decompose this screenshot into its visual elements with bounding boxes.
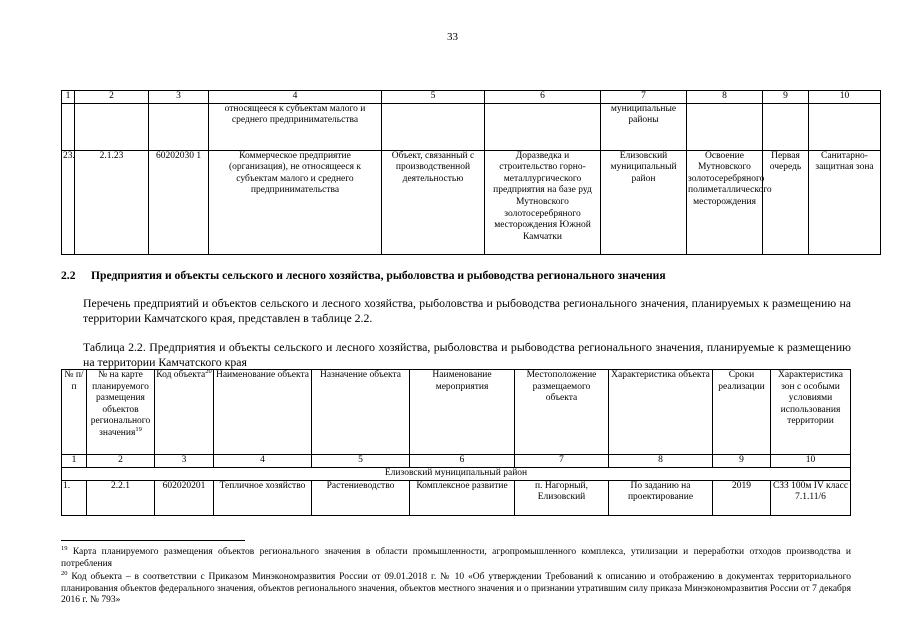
col-number: 7 [601,91,687,104]
header-cell: № п/п [62,370,87,455]
col-number: 4 [214,455,312,468]
col-number: 5 [382,91,485,104]
section-number: 2.2 [61,269,76,282]
term-cell: Первая очередь [763,150,809,254]
col-number: 3 [155,455,214,468]
col-number: 6 [410,455,515,468]
table-row [62,480,851,515]
col-number: 10 [809,91,881,104]
footnote-19 [61,544,851,570]
object-code-cell: 60202030 1 [149,150,209,254]
header-cell: Наименование мероприятия [410,370,515,455]
col-number: 8 [687,91,763,104]
footnote-text: Карта планируемого размещения объектов регионального значения в области промышленности, агропромышленного комплекса, утилизации и переработки отходов производства и потребления [61,547,851,569]
row-number-cell: 23. [62,150,75,254]
footnote-separator [61,540,245,541]
col-number: 1 [62,455,87,468]
header-cell: Характеристика зон с особыми условиями использования территории [771,370,851,455]
header-cell [87,370,155,455]
row-number-cell: 1. [62,480,87,515]
location-cell: п. Нагорный, Елизовский [515,480,609,515]
header-cell: Характеристика объекта [609,370,713,455]
col-number: 1 [62,91,75,104]
location-cell: Елизовский муниципальный район [601,150,687,254]
object-name-cell: Коммерческое предприятие (организация), не относящееся к субъектам малого и среднего предпринимательства [209,150,382,254]
term-cell: 2019 [713,480,771,515]
header-cell-text: № на карте планируемого размещения объектов регионального значения [90,370,151,438]
purpose-cell: Объект, связанный с производственной деятельностью [382,150,485,254]
group-title: Елизовский муниципальный район [62,467,851,480]
object-name-cell: Тепличное хозяйство [214,480,312,515]
zone-cell: СЗЗ 100м IV класс 7.1.11/6 [771,480,851,515]
header-cell: Назначение объекта [312,370,410,455]
header-row [62,370,851,455]
header-cell: Местоположение размещаемого объекта [515,370,609,455]
col-number: 3 [149,91,209,104]
object-code-cell: 602020201 [155,480,214,515]
footnote-text: Код объекта – в соответствии с Приказом Минэкономразвития России от 09.01.2018 г. № 10 «Об утверждении Требований к описанию и отображению в документах территориального планирования объектов федерального значения, объектов регионального значения, объектов местного значения и о признании утратившим силу приказа Минэкономразвития России от 7 декабря 2016 г. № 793» [61,572,851,606]
object-name-cell: относящееся к субъектам малого и среднего предпринимательства [209,103,382,150]
header-cell [155,367,214,455]
table-row [62,103,881,150]
footnote-mark: 20 [205,367,212,375]
col-number: 6 [485,91,601,104]
column-number-row [62,91,881,104]
col-number: 5 [312,455,410,468]
characteristic-cell: По заданию на проектирование [609,480,713,515]
table-caption-text: Таблица 2.2. Предприятия и объекты сельского и лесного хозяйства, рыболовства и рыбоводства регионального значения, планируемые к размещению на территории Камчатского края [83,340,851,369]
group-row [62,467,851,480]
footnote-20 [61,569,851,607]
section-title: Предприятия и объекты сельского и лесного хозяйства, рыболовства и рыбоводства регионального значения [91,269,666,282]
footnote-mark: 19 [135,425,142,433]
map-number-cell: 2.1.23 [75,150,149,254]
location-cell: муниципальные районы [601,103,687,150]
col-number: 2 [87,455,155,468]
col-number: 7 [515,455,609,468]
column-number-row [62,455,851,468]
characteristic-cell: Освоение Мутновского золотосеребряного полиметаллического месторождения [687,150,763,254]
map-number-cell: 2.2.1 [87,480,155,515]
page-number: 33 [447,31,458,43]
footnote-mark: 20 [61,569,68,577]
zone-cell: Санитарно-защитная зона [809,150,881,254]
table-caption [61,340,851,370]
col-number: 8 [609,455,713,468]
header-cell: Наименование объекта [214,370,312,455]
header-cell-text: Код объекта [156,370,206,380]
col-number: 10 [771,455,851,468]
header-cell: Сроки реализации [713,370,771,455]
col-number: 4 [209,91,382,104]
table-row [62,150,881,254]
activity-cell: Доразведка и строительство горно-металлургического предприятия на базе руд Мутновского золотосеребряного месторождения Южной Камчатки [485,150,601,254]
col-number: 9 [763,91,809,104]
table-2-2 [61,369,851,516]
intro-paragraph-text: Перечень предприятий и объектов сельского и лесного хозяйства, рыболовства и рыбоводства регионального значения, планируемых к размещению на территории Камчатского края, представлен в таблице 2.2. [83,296,851,325]
continuation-table [61,90,881,255]
col-number: 2 [75,91,149,104]
col-number: 9 [713,455,771,468]
footnote-mark: 19 [61,544,68,552]
intro-paragraph [61,296,851,326]
purpose-cell: Растениеводство [312,480,410,515]
activity-cell: Комплексное развитие [410,480,515,515]
section-heading [61,269,666,282]
